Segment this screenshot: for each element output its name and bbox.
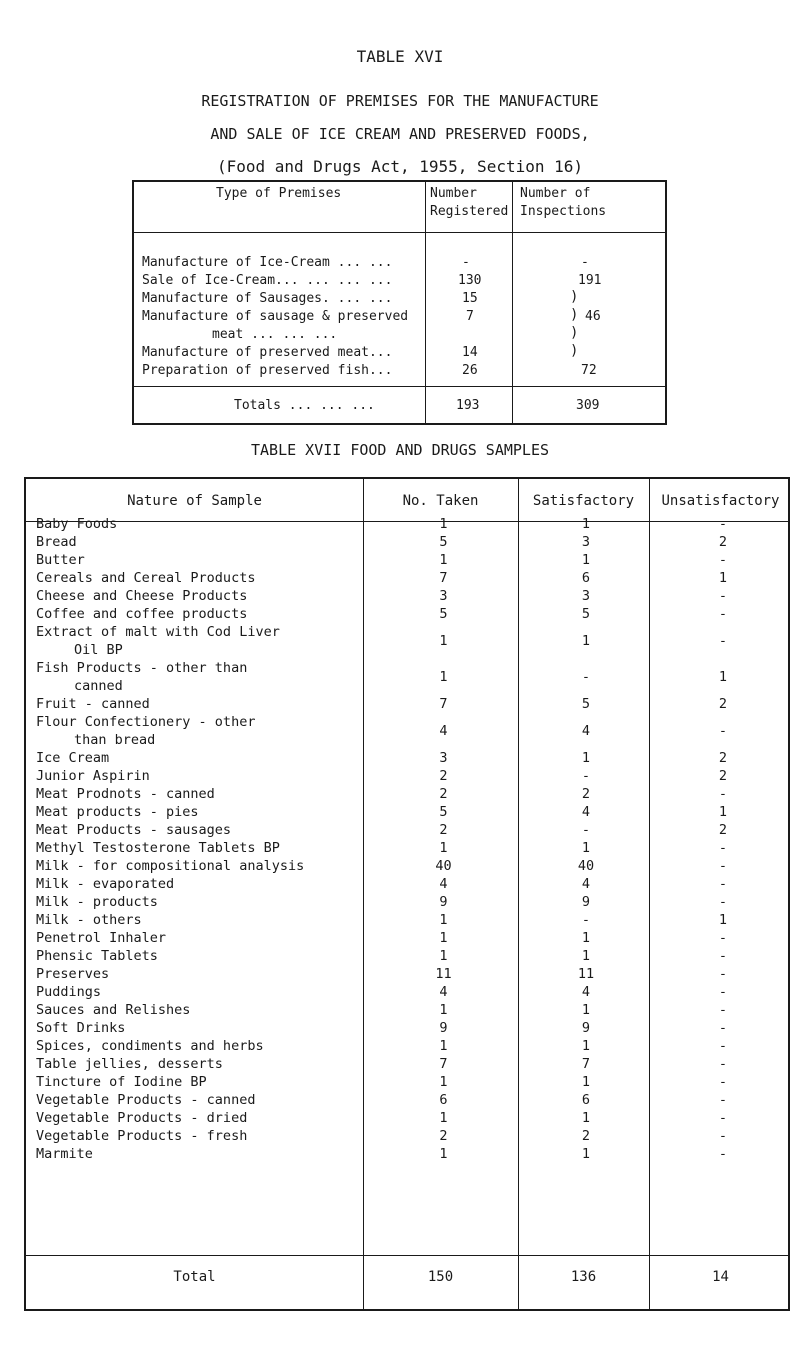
sample-name: [26, 659, 366, 695]
premises-row-registered: 14: [462, 345, 478, 360]
sample-no-taken: 2: [439, 1128, 448, 1144]
sample-satisfactory: 1: [581, 1074, 591, 1090]
sample-unsatisfactory: -: [718, 606, 728, 622]
sample-name: [26, 605, 366, 623]
sample-satisfactory: 7: [581, 1056, 591, 1072]
sample-no-taken: 2: [439, 786, 448, 802]
header-inspections-line1: Number of: [520, 186, 591, 201]
sample-satisfactory: 1: [581, 1146, 591, 1162]
sample-name-line: Meat Prodnots - canned: [36, 786, 215, 802]
sample-no-taken: 9: [439, 1020, 448, 1036]
sample-row: [26, 1037, 792, 1055]
sample-no-taken: 3: [439, 750, 448, 766]
sample-name: [26, 1019, 366, 1037]
sample-satisfactory: 40: [577, 858, 595, 874]
sample-name-line: Butter: [36, 552, 85, 568]
sample-no-taken: 4: [439, 723, 448, 739]
sample-row: [26, 839, 792, 857]
sample-unsatisfactory: 2: [718, 822, 728, 838]
header-no-taken: No. Taken: [402, 493, 479, 509]
sample-name: [26, 533, 366, 551]
table16-subtitle-line3: (Food and Drugs Act, 1955, Section 16): [216, 157, 584, 176]
sample-unsatisfactory: 1: [718, 804, 728, 820]
sample-no-taken: 1: [439, 1074, 448, 1090]
sample-no-taken: 40: [435, 858, 452, 874]
sample-row: [26, 857, 792, 875]
sample-unsatisfactory: 2: [718, 534, 728, 550]
sample-unsatisfactory: -: [718, 858, 728, 874]
sample-name: [26, 857, 366, 875]
sample-no-taken: 6: [439, 1092, 448, 1108]
sample-no-taken: 7: [439, 570, 448, 586]
sample-unsatisfactory: -: [718, 1128, 728, 1144]
sample-no-taken: 1: [439, 633, 448, 649]
premises-row-type: Preparation of preserved fish...: [142, 363, 393, 378]
sample-name-line: Flour Confectionery - other: [36, 714, 256, 730]
premises-row-type: Manufacture of Sausages. ... ...: [142, 291, 393, 306]
sample-name-line: Meat Products - sausages: [36, 822, 232, 838]
sample-name-line: Milk - others: [36, 912, 142, 928]
sample-row: [26, 623, 792, 659]
sample-row: [26, 929, 792, 947]
sample-name: [26, 1037, 366, 1055]
sample-row: [26, 515, 792, 533]
premises-table: [132, 180, 667, 425]
sample-satisfactory: -: [581, 768, 591, 784]
row-divider: [26, 1255, 788, 1256]
sample-unsatisfactory: -: [718, 966, 728, 982]
sample-name-line: Sauces and Relishes: [36, 1002, 191, 1018]
sample-row: [26, 749, 792, 767]
sample-name: [26, 1127, 366, 1145]
sample-name: [26, 713, 366, 749]
sample-name: [26, 1145, 366, 1163]
sample-row: [26, 533, 792, 551]
sample-no-taken: 2: [439, 822, 448, 838]
table16-title: TABLE XVI: [356, 47, 444, 66]
sample-name: [26, 569, 366, 587]
sample-unsatisfactory: -: [718, 786, 728, 802]
sample-row: [26, 605, 792, 623]
premises-row-inspections: 191: [578, 273, 602, 288]
sample-name-line: Soft Drinks: [36, 1020, 126, 1036]
sample-unsatisfactory: -: [718, 1002, 728, 1018]
sample-row: [26, 1055, 792, 1073]
header-nature-of-sample: Nature of Sample: [127, 493, 262, 509]
premises-row-type: Sale of Ice-Cream... ... ... ...: [142, 273, 393, 288]
sample-unsatisfactory: -: [718, 1092, 728, 1108]
sample-row: [26, 713, 792, 749]
sample-no-taken: 1: [439, 1146, 448, 1162]
sample-satisfactory: 1: [581, 552, 591, 568]
sample-row: [26, 803, 792, 821]
premises-row-inspections: -: [581, 255, 589, 270]
sample-name-line: Milk - products: [36, 894, 158, 910]
sample-name-line: Penetrol Inhaler: [36, 930, 167, 946]
sample-unsatisfactory: -: [718, 588, 728, 604]
table17-title: TABLE XVII FOOD AND DRUGS SAMPLES: [250, 441, 549, 459]
sample-row: [26, 1145, 792, 1163]
sample-name-line: Ice Cream: [36, 750, 110, 766]
sample-unsatisfactory: 2: [718, 696, 728, 712]
sample-row: [26, 1019, 792, 1037]
sample-name-line: Vegetable Products - fresh: [36, 1128, 248, 1144]
sample-name-continued: than bread: [74, 732, 156, 748]
sample-name-line: Fish Products - other than: [36, 660, 248, 676]
sample-row: [26, 1001, 792, 1019]
sample-satisfactory: 1: [581, 840, 591, 856]
sample-satisfactory: 4: [581, 723, 591, 739]
header-registered-line1: Number: [430, 186, 477, 201]
sample-unsatisfactory: -: [718, 633, 728, 649]
sample-row: [26, 1127, 792, 1145]
sample-no-taken: 1: [439, 1110, 448, 1126]
sample-unsatisfactory: -: [718, 516, 728, 532]
sample-name: [26, 749, 366, 767]
sample-name: [26, 983, 366, 1001]
sample-no-taken: 5: [439, 606, 448, 622]
sample-satisfactory: 4: [581, 876, 591, 892]
sample-unsatisfactory: 1: [718, 669, 728, 685]
sample-unsatisfactory: 2: [718, 750, 728, 766]
sample-no-taken: 5: [439, 534, 448, 550]
sample-satisfactory: 2: [581, 786, 591, 802]
sample-satisfactory: 6: [581, 1092, 591, 1108]
sample-no-taken: 1: [439, 948, 448, 964]
sample-name: [26, 965, 366, 983]
sample-row: [26, 1091, 792, 1109]
sample-name: [26, 911, 366, 929]
sample-satisfactory: 5: [581, 606, 591, 622]
sample-satisfactory: 2: [581, 1128, 591, 1144]
sample-no-taken: 7: [439, 696, 448, 712]
sample-row: [26, 587, 792, 605]
premises-row-inspections: 72: [581, 363, 597, 378]
sample-no-taken: 2: [439, 768, 448, 784]
premises-row-registered: 26: [462, 363, 478, 378]
sample-name-line: Spices, condiments and herbs: [36, 1038, 264, 1054]
sample-row: [26, 1073, 792, 1091]
sample-unsatisfactory: -: [718, 1110, 728, 1126]
sample-name-line: Cheese and Cheese Products: [36, 588, 248, 604]
premises-totals-label: Totals ... ... ...: [234, 398, 375, 413]
samples-total-row: [26, 1269, 792, 1285]
header-satisfactory: Satisfactory: [532, 493, 635, 509]
sample-unsatisfactory: -: [718, 948, 728, 964]
sample-no-taken: 1: [439, 840, 448, 856]
sample-name: [26, 893, 366, 911]
premises-row-registered: 15: [462, 291, 478, 306]
header-inspections-line2: Inspections: [520, 204, 607, 219]
sample-satisfactory: 1: [581, 1038, 591, 1054]
samples-table: [24, 477, 790, 1311]
sample-name: [26, 767, 366, 785]
sample-name: [26, 1109, 366, 1127]
sample-unsatisfactory: -: [718, 1146, 728, 1162]
premises-totals-inspections: 309: [576, 398, 600, 413]
sample-unsatisfactory: -: [718, 1038, 728, 1054]
sample-name: [26, 947, 366, 965]
sample-no-taken: 1: [439, 1002, 448, 1018]
bracket-mark: ): [570, 325, 579, 341]
sample-name-continued: canned: [74, 678, 123, 694]
sample-name-line: Milk - evaporated: [36, 876, 175, 892]
sample-name-line: Vegetable Products - dried: [36, 1110, 248, 1126]
sample-name: [26, 623, 366, 659]
sample-name-continued: Oil BP: [74, 642, 123, 658]
sample-row: [26, 1109, 792, 1127]
sample-name-line: Fruit - canned: [36, 696, 150, 712]
premises-totals-registered: 193: [456, 398, 480, 413]
sample-name-line: Puddings: [36, 984, 102, 1000]
sample-name-line: Milk - for compositional analysis: [36, 858, 305, 874]
sample-no-taken: 1: [439, 552, 448, 568]
sample-name-line: Vegetable Products - canned: [36, 1092, 256, 1108]
sample-row: [26, 821, 792, 839]
sample-row: [26, 785, 792, 803]
sample-satisfactory: 9: [581, 1020, 591, 1036]
sample-satisfactory: -: [581, 669, 591, 685]
sample-row: [26, 965, 792, 983]
sample-name: [26, 1091, 366, 1109]
sample-name-line: Marmite: [36, 1146, 93, 1162]
sample-satisfactory: -: [581, 822, 591, 838]
sample-unsatisfactory: -: [718, 723, 728, 739]
premises-row-type: Manufacture of Ice-Cream ... ...: [142, 255, 393, 270]
total-satisfactory: 136: [570, 1269, 597, 1285]
sample-name: [26, 695, 366, 713]
premises-row-type-continued: meat ... ... ...: [212, 327, 338, 342]
sample-unsatisfactory: -: [718, 894, 728, 910]
header-unsatisfactory: Unsatisfactory: [661, 493, 780, 509]
sample-name: [26, 587, 366, 605]
sample-satisfactory: 1: [581, 750, 591, 766]
sample-unsatisfactory: -: [718, 552, 728, 568]
sample-unsatisfactory: 2: [718, 768, 728, 784]
sample-row: [26, 659, 792, 695]
premises-row-type: Manufacture of sausage & preserved: [142, 309, 409, 324]
premises-row-type: Manufacture of preserved meat...: [142, 345, 393, 360]
sample-satisfactory: 1: [581, 516, 591, 532]
row-divider: [134, 232, 665, 233]
sample-name: [26, 821, 366, 839]
premises-row-inspections: 46: [585, 309, 601, 324]
premises-row-registered: -: [462, 255, 470, 270]
sample-satisfactory: 9: [581, 894, 591, 910]
sample-no-taken: 9: [439, 894, 448, 910]
sample-name: [26, 839, 366, 857]
sample-name: [26, 785, 366, 803]
bracket-mark: ): [570, 289, 579, 305]
sample-no-taken: 1: [439, 516, 448, 532]
sample-unsatisfactory: 1: [718, 570, 728, 586]
bracket-mark: ): [570, 307, 579, 323]
sample-name: [26, 515, 366, 533]
sample-unsatisfactory: -: [718, 1074, 728, 1090]
sample-row: [26, 569, 792, 587]
total-label: Total: [173, 1269, 216, 1285]
sample-name: [26, 551, 366, 569]
sample-no-taken: 3: [439, 588, 448, 604]
sample-name-line: Baby Foods: [36, 516, 118, 532]
sample-no-taken: 1: [439, 1038, 448, 1054]
sample-name: [26, 1073, 366, 1091]
sample-satisfactory: 1: [581, 633, 591, 649]
header-registered-line2: Registered: [430, 204, 509, 219]
sample-satisfactory: 1: [581, 930, 591, 946]
row-divider: [134, 386, 665, 387]
sample-unsatisfactory: 1: [718, 912, 728, 928]
sample-name-line: Junior Aspirin: [36, 768, 150, 784]
sample-satisfactory: 11: [577, 966, 595, 982]
sample-no-taken: 11: [435, 966, 452, 982]
sample-name-line: Methyl Testosterone Tablets BP: [36, 840, 280, 856]
sample-name-line: Tincture of Iodine BP: [36, 1074, 207, 1090]
sample-satisfactory: 5: [581, 696, 591, 712]
sample-name-line: Extract of malt with Cod Liver: [36, 624, 280, 640]
sample-no-taken: 4: [439, 984, 448, 1000]
sample-unsatisfactory: -: [718, 984, 728, 1000]
sample-name-line: Bread: [36, 534, 77, 550]
sample-no-taken: 5: [439, 804, 448, 820]
sample-name-line: Preserves: [36, 966, 110, 982]
sample-row: [26, 767, 792, 785]
sample-satisfactory: 1: [581, 948, 591, 964]
sample-name-line: Phensic Tablets: [36, 948, 158, 964]
premises-row-registered: 130: [458, 273, 482, 288]
sample-no-taken: 1: [439, 930, 448, 946]
sample-unsatisfactory: -: [718, 840, 728, 856]
sample-name-line: Coffee and coffee products: [36, 606, 248, 622]
sample-unsatisfactory: -: [718, 930, 728, 946]
sample-row: [26, 551, 792, 569]
sample-row: [26, 983, 792, 1001]
sample-row: [26, 695, 792, 713]
sample-satisfactory: 3: [581, 588, 591, 604]
sample-row: [26, 893, 792, 911]
sample-name: [26, 1001, 366, 1019]
bracket-mark: ): [570, 343, 579, 359]
sample-satisfactory: 4: [581, 804, 591, 820]
sample-name-line: Table jellies, desserts: [36, 1056, 223, 1072]
sample-satisfactory: 1: [581, 1110, 591, 1126]
table16-subtitle-line1: REGISTRATION OF PREMISES FOR THE MANUFACTURE: [201, 92, 599, 110]
sample-no-taken: 1: [439, 669, 448, 685]
sample-name: [26, 1055, 366, 1073]
sample-row: [26, 911, 792, 929]
sample-unsatisfactory: -: [718, 1020, 728, 1036]
sample-unsatisfactory: -: [718, 876, 728, 892]
sample-row: [26, 875, 792, 893]
samples-rows: [26, 515, 792, 1163]
sample-satisfactory: -: [581, 912, 591, 928]
header-type-of-premises: Type of Premises: [216, 186, 342, 201]
premises-row-registered: 7: [466, 309, 474, 324]
sample-name: [26, 875, 366, 893]
sample-no-taken: 1: [439, 912, 448, 928]
sample-satisfactory: 1: [581, 1002, 591, 1018]
sample-name: [26, 803, 366, 821]
sample-unsatisfactory: -: [718, 1056, 728, 1072]
table16-subtitle-line2: AND SALE OF ICE CREAM AND PRESERVED FOODS,: [210, 125, 590, 143]
sample-satisfactory: 4: [581, 984, 591, 1000]
sample-row: [26, 947, 792, 965]
total-taken: 150: [427, 1269, 454, 1285]
sample-satisfactory: 3: [581, 534, 591, 550]
total-unsatisfactory: 14: [712, 1269, 729, 1285]
sample-no-taken: 4: [439, 876, 448, 892]
sample-name-line: Cereals and Cereal Products: [36, 570, 256, 586]
sample-name: [26, 929, 366, 947]
sample-name-line: Meat products - pies: [36, 804, 199, 820]
sample-satisfactory: 6: [581, 570, 591, 586]
sample-no-taken: 7: [439, 1056, 448, 1072]
